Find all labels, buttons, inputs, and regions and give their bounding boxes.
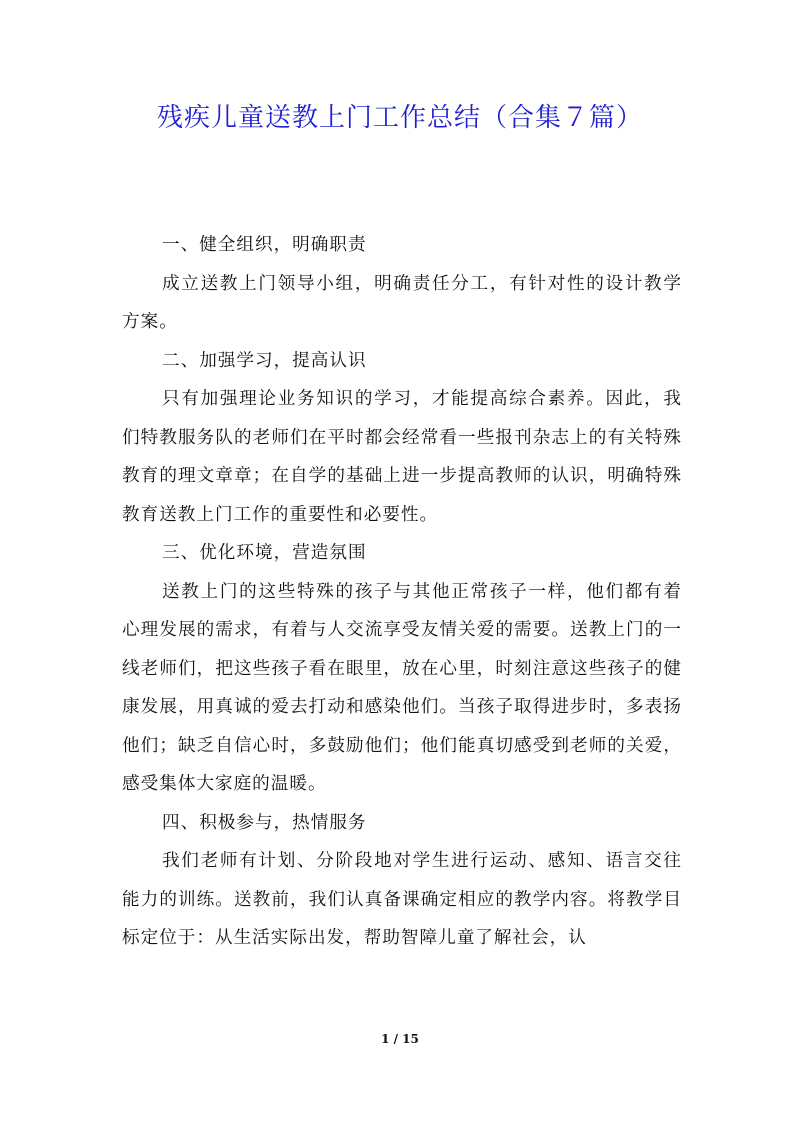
section-heading-3: 三、优化环境，营造氛围 [162,543,367,563]
section-heading-1: 一、健全组织，明确职责 [162,235,367,255]
page-number: 1 / 15 [381,1032,419,1046]
document-body [122,226,682,958]
section-heading-2: 二、加强学习，提高认识 [162,350,367,371]
paragraph: 只有加强理论业务知识的学习，才能提高综合素养。因此，我们特教服务队的老师们在平时都会经常看一些报刊杂志上的有关特殊教育的理文章章；在自学的基础上进一步提高教师的认识，明确特殊教育送教上门工作的重要性和必要性。 [122,389,682,525]
paragraph: 我们老师有计划、分阶段地对学生进行运动、感知、语言交往能力的训练。送教前，我们认真备课确定相应的教学内容。将教学目标定位于：从生活实际出发，帮助智障儿童了解社会，认 [122,851,682,948]
section-heading-4: 四、积极参与，热情服务 [162,812,367,833]
document-title: 残疾儿童送教上门工作总结（合集７篇） [156,103,643,133]
paragraph: 送教上门的这些特殊的孩子与其他正常孩子一样，他们都有着心理发展的需求，有着与人交流享受友情关爱的需要。送教上门的一线老师们，把这些孩子看在眼里，放在心里，时刻注意这些孩子的健康发展，用真诚的爱去打动和感染他们。当孩子取得进步时，多表扬他们；缺乏自信心时，多鼓励他们；他们能真切感受到老师的关爱，感受集体大家庭的温暖。 [122,581,682,794]
paragraph: 成立送教上门领导小组，明确责任分工，有针对性的设计教学方案。 [122,273,682,332]
